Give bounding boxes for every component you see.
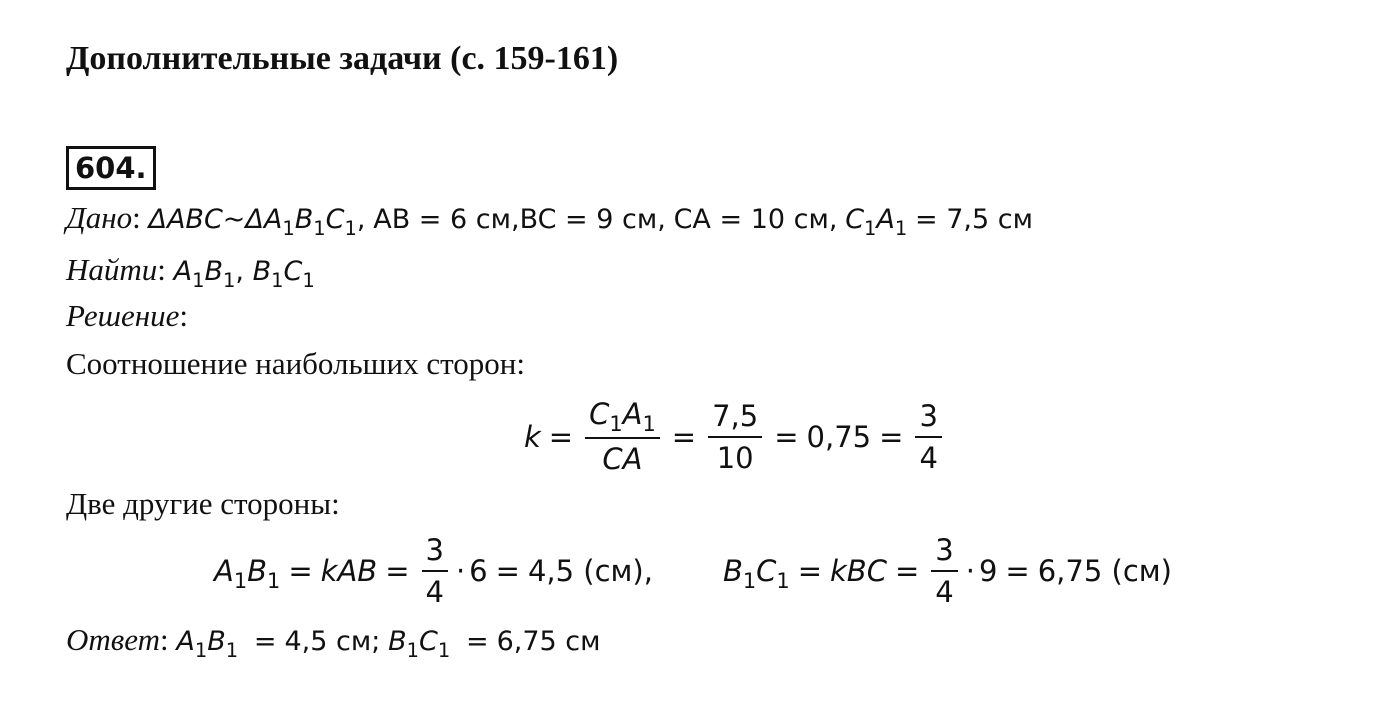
b: B [722, 554, 743, 588]
answer-colon: : [159, 622, 169, 657]
a: A [176, 626, 195, 657]
other-sides-text: Две другие стороны: [66, 486, 340, 521]
result-b1c1: 6,75 (см) [1037, 554, 1172, 588]
sub-1: 1 [642, 412, 656, 437]
sub-1: 1 [742, 569, 757, 594]
answer-b1c1 [388, 626, 451, 662]
find-colon: : [157, 252, 166, 287]
find-b2: B [252, 256, 272, 287]
given-c1a1-value: = 7,5 см [915, 204, 1033, 235]
find-b: B [204, 256, 224, 287]
ratio-decimal: 0,75 [806, 419, 872, 454]
given-line [66, 198, 1033, 242]
fraction-denominator: 4 [425, 575, 444, 609]
comma: , [356, 204, 366, 235]
fraction-denominator: 4 [935, 575, 954, 609]
given-sim-b: B [294, 204, 314, 235]
fraction-7-5-10 [708, 398, 762, 476]
side-a1b1 [214, 554, 281, 594]
sub-1: 1 [437, 638, 451, 662]
fraction-denominator: 10 [716, 440, 754, 475]
solution-colon: : [179, 298, 188, 333]
equals-sign: = [385, 554, 410, 588]
given-bc: BC = 9 см, [519, 204, 666, 235]
solution-line [66, 296, 188, 336]
given-ab: AB = 6 см, [373, 204, 520, 235]
b: B [388, 626, 407, 657]
sub-1: 1 [894, 216, 908, 240]
multiply-dot: · [455, 554, 466, 588]
answer-value-2: 6,75 см [496, 626, 601, 657]
equals-sign: = [671, 419, 697, 454]
ratio-text: Соотношение наибольших сторон: [66, 346, 525, 381]
a: A [214, 554, 234, 588]
sub-1: 1 [271, 268, 284, 292]
sides-formula [214, 532, 1172, 610]
ratio-k: k [524, 419, 541, 454]
c: C [418, 626, 438, 657]
fraction-numerator: 7,5 [708, 398, 762, 438]
equals-sign: = [774, 419, 799, 454]
section-heading: Дополнительные задачи (с. 159-161) [66, 40, 619, 77]
b: B [207, 626, 226, 657]
sub-1: 1 [406, 638, 419, 662]
task-number-box: 604. [66, 146, 156, 190]
sub-1: 1 [776, 569, 790, 594]
sub-1: 1 [313, 216, 326, 240]
answer-a1b1 [176, 626, 239, 662]
equals-sign: = [1005, 554, 1030, 588]
equals-sign: = [879, 419, 904, 454]
answer-label: Ответ [66, 622, 160, 657]
given-colon: : [132, 200, 141, 235]
given-sim-prefix: ΔABC~ΔA [148, 204, 283, 235]
fraction-3-4 [422, 532, 448, 610]
b: B [247, 554, 268, 588]
equals-sign: = [548, 419, 574, 454]
sub-1: 1 [233, 569, 248, 594]
fraction-3-4 [915, 398, 941, 476]
fraction-denominator: 4 [919, 440, 938, 475]
comma: , [235, 256, 245, 287]
factor-six: 6 [469, 554, 488, 588]
result-a1b1: 4,5 (см), [527, 554, 653, 588]
find-c: C [283, 256, 303, 287]
sub-1: 1 [223, 268, 236, 292]
solution-label: Решение [66, 298, 180, 333]
answer-line [66, 620, 601, 664]
equals-sign: = [797, 554, 823, 588]
find-line [66, 250, 315, 294]
sub-1: 1 [225, 638, 239, 662]
find-values [173, 256, 315, 292]
side-b1c1 [722, 554, 790, 594]
equals-sign: = [288, 554, 313, 588]
given-c1a1-c: C [845, 204, 865, 235]
find-label: Найти [66, 252, 158, 287]
sub-1: 1 [344, 216, 357, 240]
ratio-formula [524, 396, 946, 477]
equals-sign: = [495, 554, 520, 588]
fraction-numerator [585, 396, 660, 439]
given-sim-c: C [325, 204, 345, 235]
given-c1a1-a: A [876, 204, 895, 235]
find-a: A [173, 256, 193, 287]
fraction-numerator: 3 [931, 532, 957, 572]
fraction-numerator: 3 [422, 532, 448, 572]
multiply-dot: · [965, 554, 975, 588]
sub-1: 1 [267, 569, 281, 594]
given-label: Дано [66, 200, 133, 235]
fraction-c1a1-ca [585, 396, 660, 477]
given-ca: CA = 10 см, [673, 204, 838, 235]
sub-1: 1 [194, 638, 208, 662]
sub-1: 1 [864, 216, 877, 240]
equals-sign: = [894, 554, 920, 588]
num-c: C [589, 397, 610, 431]
fraction-denominator: CA [602, 442, 643, 476]
given-similarity [148, 204, 366, 240]
sub-1: 1 [192, 268, 205, 292]
kbc-term: kBC [830, 554, 887, 588]
answer-value-1: 4,5 см; [284, 626, 381, 657]
num-a: A [622, 397, 643, 431]
fraction-3-4 [931, 532, 957, 610]
equals-sign: = [465, 626, 489, 657]
given-c1a1 [845, 204, 908, 240]
c: C [756, 554, 777, 588]
kab-term: kAB [320, 554, 378, 588]
sub-1: 1 [302, 268, 315, 292]
fraction-numerator: 3 [915, 398, 941, 438]
equals-sign: = [253, 626, 277, 657]
factor-nine: 9 [978, 554, 998, 588]
sub-1: 1 [282, 216, 295, 240]
sub-1: 1 [609, 412, 623, 437]
